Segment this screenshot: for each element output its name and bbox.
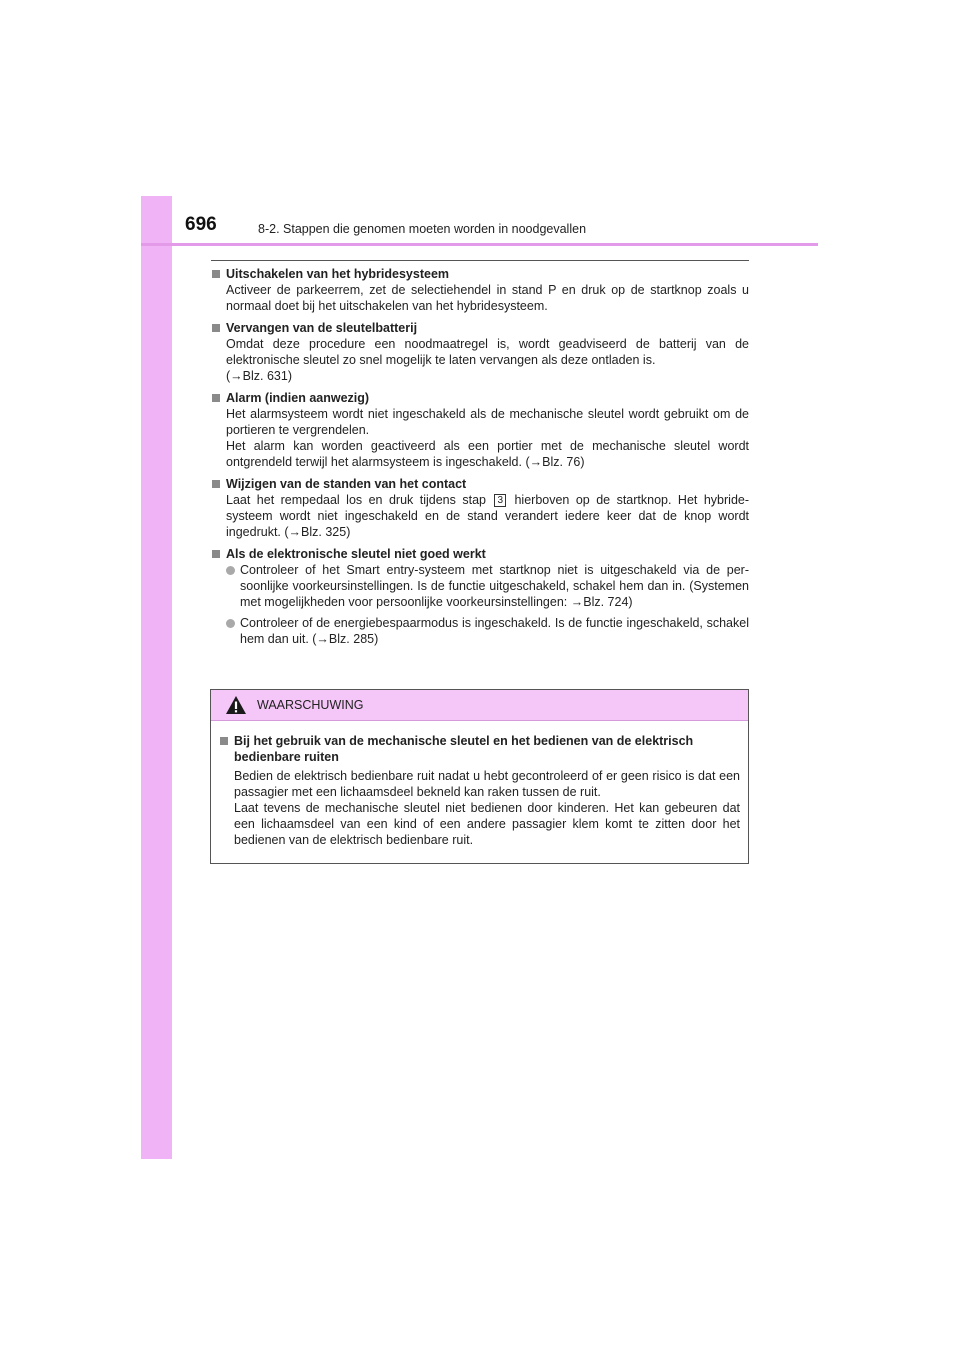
warning-body [211,721,748,848]
section-body: Laat het rempedaal los en druk tijdens stap 3 hierboven op de startknop. Het hybride-systeem wordt niet ingeschakeld en de stand verandert iedere keer dat de knop wordt ingedrukt. (→Blz. 325) [226,493,750,539]
section-heading: Uitschakelen van het hybridesysteem [211,266,749,282]
square-bullet-icon [220,737,228,745]
section-ignition-modes [211,476,749,540]
page-number: 696 [185,214,217,235]
warning-heading: Bij het gebruik van de mechanische sleutel en het bedienen van de elektrisch bedienbare ruiten [219,733,740,765]
header-rule [141,243,818,246]
circle-bullet-icon [226,566,235,575]
warning-text: Bedien de elektrisch bedienbare ruit nadat u hebt gecontroleerd of er geen risico is dat een passagier met een lichaamsdeel bekneld kan raken tussen de ruit. Laat tevens de mechanische sleutel niet bedienen door kinderen. Het kan gebeuren dat een lichaamsdeel van een kind of een andere passagier klem komt te zitten door het bedienen van de elektrisch bedienbare ruit. [234,769,740,847]
square-bullet-icon [212,550,220,558]
section-key-battery [211,320,749,384]
square-bullet-icon [212,270,220,278]
section-body: Omdat deze procedure een noodmaatregel is, wordt geadviseerd de batterij van de elektronische sleutel zo snel mogelijk te laten vervangen als deze ontladen is. (→Blz. 631) [226,337,749,383]
section-body: Activeer de parkeerrem, zet de selectiehendel in stand P en druk op de startknop zoals u normaal doet bij het uitschakelen van het hybridesysteem. [226,283,749,313]
chapter-tab-bar [141,196,172,1159]
circle-bullet-icon [226,619,235,628]
list-item: Controleer of het Smart entry-systeem met startknop niet is uitgeschakeld via de per-soonlijke voorkeursinstellingen. Is de functie uitgeschakeld, schakel hem dan in. (Systemen met mogelijkheden voor persoonlijke voorkeursinstellingen: →Blz. 724) [211,562,749,610]
warning-triangle-icon [225,695,247,715]
section-alarm [211,390,749,470]
list-item: Controleer of de energiebespaarmodus is ingeschakeld. Is de functie ingeschakeld, schakel hem dan uit. (→Blz. 285) [211,615,749,647]
section-heading: Wijzigen van de standen van het contact [211,476,749,492]
square-bullet-icon [212,324,220,332]
section-heading: Vervangen van de sleutelbatterij [211,320,749,336]
section-body: Het alarmsysteem wordt niet ingeschakeld als de mechanische sleutel wordt gebruikt om de portieren te vergrendelen. Het alarm kan worden geactiveerd als een portier met de mechanische sleutel wordt ontgrendeld terwijl het alarmsysteem is ingeschakeld. (→Blz. 76) [226,407,749,469]
section-title: 8-2. Stappen die genomen moeten worden in noodgevallen [258,222,587,236]
section-heading: Alarm (indien aanwezig) [211,390,749,406]
section-key-malfunction [211,546,749,647]
step-number-badge: 3 [494,494,506,507]
section-shutdown [211,266,749,314]
warning-label: WAARSCHUWING [257,698,364,712]
content-area [211,266,749,653]
square-bullet-icon [212,394,220,402]
square-bullet-icon [212,480,220,488]
content-top-rule [211,260,749,261]
page-reference: (→Blz. 631) [226,369,292,383]
section-heading: Als de elektronische sleutel niet goed werkt [211,546,749,562]
warning-header [211,690,748,721]
warning-box [210,689,749,864]
